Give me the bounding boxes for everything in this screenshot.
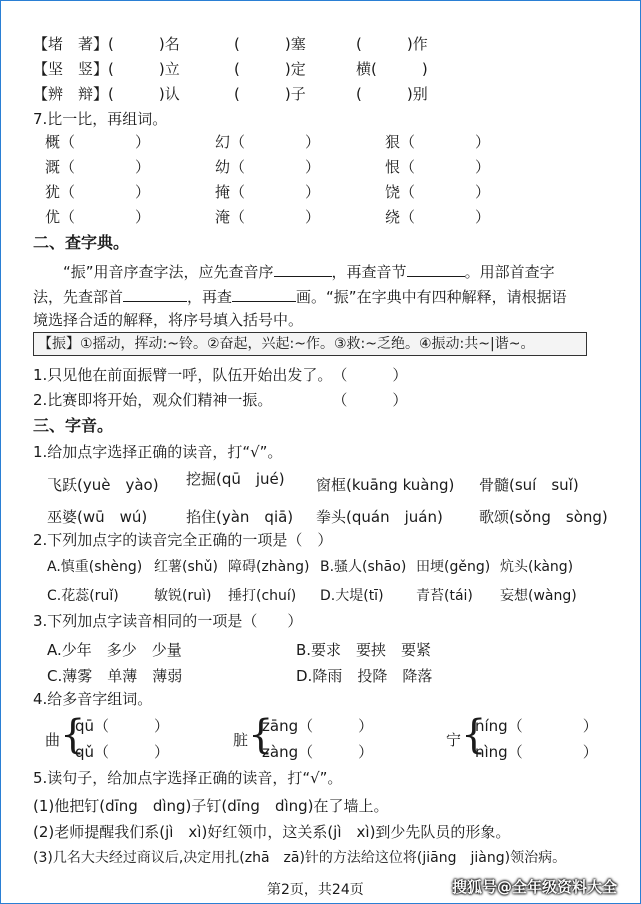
q7-r4-c2: 淹（ ） bbox=[215, 208, 321, 226]
sec2-line1-a: “振”用音序查字法，应先查音序 bbox=[63, 263, 274, 281]
poly-3-r2: nìng（ ） bbox=[475, 743, 598, 761]
p1-r1-c2: ( )塞 bbox=[234, 35, 306, 53]
sec2-q2: 2.比赛即将开始，观众们精神一振。 （ ） bbox=[33, 391, 408, 409]
s3q2-r1-e: 田埂(gěng) bbox=[416, 559, 491, 575]
s3q2-title: 2.下列加点字的读音完全正确的一项是（ ） bbox=[33, 531, 333, 549]
sec2-line1-c: 。用部首查字 bbox=[464, 263, 555, 281]
q7-r1-c2: 幻（ ） bbox=[215, 133, 321, 151]
p1-r1-c1: 【堵 著】( )名 bbox=[33, 35, 180, 53]
q7-r3-c3: 饶（ ） bbox=[385, 183, 491, 201]
poly-1-r1: qū（ ） bbox=[75, 717, 170, 735]
s3q5-s2: (2)老师提醒我们系(jì xì)好红领巾，这关系(jì xì)到少先队员的形象。 bbox=[33, 823, 511, 841]
blank-yinjie[interactable] bbox=[407, 262, 465, 277]
sec2-line2-c: 画。“振”在字典中有四种解释，请根据语 bbox=[296, 288, 567, 306]
s3q2-r1-d: B.骚人(shāo) bbox=[320, 559, 407, 575]
s3q2-r2-b: 敏锐(ruì) bbox=[154, 588, 212, 604]
sec2-line2-b: ，再查 bbox=[187, 288, 233, 306]
s3q2-r1-f: 炕头(kàng) bbox=[500, 559, 574, 575]
p1-r2-c2: ( )定 bbox=[234, 60, 306, 78]
s3q2-r2-f: 妄想(wàng) bbox=[500, 588, 577, 604]
poly-1-r2: qǔ（ ） bbox=[75, 743, 170, 761]
s3q2-r1-a: A.慎重(shèng) bbox=[47, 559, 143, 575]
s3q5-title: 5.读句子，给加点字选择正确的读音，打“√”。 bbox=[33, 769, 343, 787]
q7-r4-c1: 优（ ） bbox=[45, 208, 151, 226]
s3q1-r2-c2: 掐住(yàn qiā) bbox=[186, 508, 294, 526]
s3q1-r2-c1: 巫婆(wū wú) bbox=[47, 508, 148, 526]
s3q5-s3: (3)几名大夫经过商议后,决定用扎(zhā zā)针的方法给这位将(jiāng jiàng)领治病。 bbox=[33, 850, 567, 866]
s3q2-r2-a: C.花蕊(ruǐ) bbox=[47, 588, 119, 604]
s3q5-s1: (1)他把钉(dīng dìng)子钉(dīng dìng)在了墙上。 bbox=[33, 797, 389, 815]
s3q1-r2-c3: 拳头(quán juán) bbox=[316, 508, 443, 526]
s3q1-r2-c4: 歌颂(sǒng sòng) bbox=[479, 508, 608, 526]
q7-r3-c2: 掩（ ） bbox=[215, 183, 321, 201]
q7-r3-c1: 犹（ ） bbox=[45, 183, 151, 201]
p1-r3-c3: ( )别 bbox=[356, 85, 428, 103]
poly-3-r1: níng（ ） bbox=[475, 717, 598, 735]
s3q3-r1-b: B.要求 要挟 要紧 bbox=[296, 641, 432, 659]
sec2-line1 bbox=[63, 262, 555, 281]
poly-2-char: 脏 bbox=[233, 731, 249, 749]
sec2-line2-a: 法，先查部首 bbox=[33, 288, 124, 306]
q7-r1-c3: 狠（ ） bbox=[385, 133, 491, 151]
s3q4-title: 4.给多音字组词。 bbox=[33, 690, 153, 708]
blank-bushou[interactable] bbox=[123, 287, 187, 302]
poly-3-brace: { bbox=[461, 712, 487, 758]
s3q3-r2-b: D.降雨 投降 降落 bbox=[296, 667, 433, 685]
s3q2-r1-b: 红薯(shǔ) bbox=[154, 559, 218, 575]
blank-yinxu[interactable] bbox=[274, 262, 332, 277]
watermark: 搜狐号@全年级资料大全 bbox=[452, 878, 618, 896]
s3q2-r2-d: D.大堤(tī) bbox=[320, 588, 384, 604]
q7-r2-c3: 恨（ ） bbox=[385, 158, 491, 176]
section2-title: 二、查字典。 bbox=[33, 233, 130, 252]
p1-r3-c2: ( )子 bbox=[234, 85, 306, 103]
s3q2-r2-c: 捶打(chuí) bbox=[228, 588, 297, 604]
section3-title: 三、字音。 bbox=[33, 416, 114, 435]
sec2-line1-b: ，再查音节 bbox=[331, 263, 407, 281]
q7-r4-c3: 绕（ ） bbox=[385, 208, 491, 226]
p1-r2-c3: 横( ) bbox=[356, 60, 428, 78]
sec2-line3: 境选择合适的解释，将序号填入括号中。 bbox=[33, 311, 304, 329]
sec2-q1: 1.只见他在前面振臂一呼，队伍开始出发了。 （ ） bbox=[33, 366, 408, 384]
blank-hua[interactable] bbox=[232, 287, 296, 302]
s3q3-r2-a: C.薄雾 单薄 薄弱 bbox=[47, 667, 183, 685]
poly-2-r2: zàng（ ） bbox=[262, 743, 374, 761]
s3q1-r1-c3: 窗框(kuāng kuàng) bbox=[316, 476, 455, 494]
s3q1-r1-c1: 飞跃(yuè yào) bbox=[47, 476, 159, 494]
definition-box: 【振】①摇动，挥动:~铃。②奋起，兴起:~作。③救:~乏绝。④振动:共~|谐~。 bbox=[33, 332, 587, 356]
q7-r1-c1: 概（ ） bbox=[45, 133, 151, 151]
page-number: 第2页，共24页 bbox=[267, 882, 364, 898]
q7-title: 7.比一比，再组词。 bbox=[33, 110, 168, 128]
s3q3-title: 3.下列加点字读音相同的一项是（ ） bbox=[33, 612, 303, 630]
sec2-line2 bbox=[33, 287, 567, 306]
s3q2-r2-e: 青苔(tái) bbox=[416, 588, 473, 604]
p1-r1-c3: ( )作 bbox=[356, 35, 428, 53]
q7-r2-c2: 幼（ ） bbox=[215, 158, 321, 176]
p1-r2-c1: 【坚 竖】( )立 bbox=[33, 60, 180, 78]
s3q1-r1-c2: 挖掘(qū jué) bbox=[186, 470, 285, 488]
s3q3-r1-a: A.少年 多少 少量 bbox=[47, 641, 182, 659]
q7-r2-c1: 溉（ ） bbox=[45, 158, 151, 176]
s3q1-title: 1.给加点字选择正确的读音，打“√”。 bbox=[33, 443, 283, 461]
poly-1-char: 曲 bbox=[45, 731, 61, 749]
poly-3-char: 宁 bbox=[446, 731, 462, 749]
poly-2-r1: zāng（ ） bbox=[262, 717, 374, 735]
poly-2-brace: { bbox=[248, 712, 274, 758]
s3q2-r1-c: 障碍(zhàng) bbox=[228, 559, 310, 575]
p1-r3-c1: 【辨 辩】( )认 bbox=[33, 85, 180, 103]
poly-1-brace: { bbox=[60, 712, 86, 758]
s3q1-r1-c4: 骨髓(suí suǐ) bbox=[479, 476, 579, 494]
